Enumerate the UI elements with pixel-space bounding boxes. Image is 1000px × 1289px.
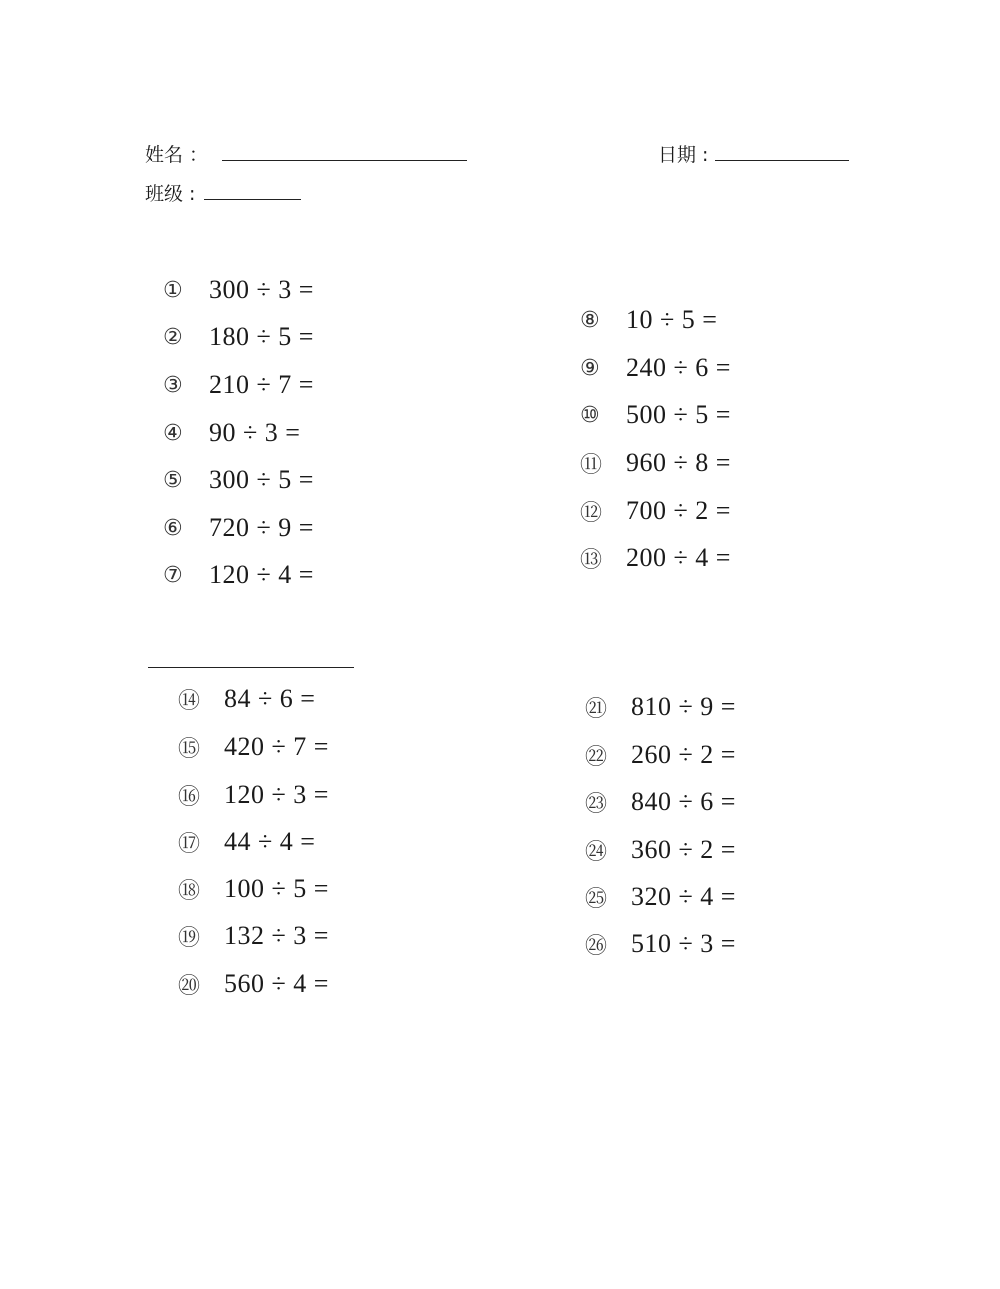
problem-item [178, 869, 329, 909]
section-divider [148, 667, 354, 668]
date-field-line[interactable] [715, 160, 849, 161]
problem-number: ㉑ [585, 696, 608, 722]
date-label: 日期 : [658, 144, 709, 166]
problem-number: ⑯ [178, 784, 201, 810]
problem-item [585, 687, 736, 727]
problem-number: ④ [163, 420, 183, 446]
problem-expression: 720 ÷ 9 = [209, 513, 314, 542]
problem-item [163, 555, 314, 595]
problem-item [580, 491, 731, 531]
problem-item [585, 782, 736, 822]
problem-item [163, 508, 314, 548]
name-label: 姓名 ： [145, 144, 209, 166]
problem-expression: 320 ÷ 4 = [631, 882, 736, 911]
problem-item [178, 727, 329, 767]
problem-expression: 840 ÷ 6 = [631, 787, 736, 816]
problem-number: ㉖ [585, 933, 608, 959]
problem-item [163, 270, 314, 310]
problem-expression: 700 ÷ 2 = [626, 496, 731, 525]
problem-expression: 510 ÷ 3 = [631, 929, 736, 958]
problem-number: ⑥ [163, 515, 183, 541]
problem-number: ⑰ [178, 831, 201, 857]
problem-item [585, 735, 736, 775]
problem-expression: 210 ÷ 7 = [209, 370, 314, 399]
problem-number: ㉕ [585, 886, 608, 912]
problem-number: ⑬ [580, 547, 603, 573]
problem-item [178, 964, 329, 1004]
problem-item [580, 300, 717, 340]
problem-item [585, 830, 736, 870]
problem-number: ⑲ [178, 925, 201, 951]
problem-item [178, 775, 329, 815]
problem-number: ⑨ [580, 355, 600, 381]
class-label: 班级 : [145, 183, 196, 205]
problem-expression: 180 ÷ 5 = [209, 322, 314, 351]
problem-number: ㉒ [585, 744, 608, 770]
name-field-line[interactable] [222, 160, 467, 161]
problem-number: ③ [163, 372, 183, 398]
problem-number: ⑳ [178, 973, 201, 999]
problem-item [580, 443, 731, 483]
problem-expression: 300 ÷ 5 = [209, 465, 314, 494]
problem-expression: 100 ÷ 5 = [224, 874, 329, 903]
problem-expression: 200 ÷ 4 = [626, 543, 731, 572]
problem-number: ① [163, 277, 183, 303]
problem-number: ⑩ [580, 402, 600, 428]
problem-item [580, 538, 731, 578]
problem-expression: 260 ÷ 2 = [631, 740, 736, 769]
problem-number: ⑮ [178, 736, 201, 762]
problem-item [178, 679, 315, 719]
problem-number: ⑭ [178, 688, 201, 714]
problem-expression: 360 ÷ 2 = [631, 835, 736, 864]
problem-item [163, 413, 300, 453]
problem-expression: 810 ÷ 9 = [631, 692, 736, 721]
problem-item [178, 822, 315, 862]
problem-expression: 300 ÷ 3 = [209, 275, 314, 304]
problem-item [163, 460, 314, 500]
problem-item [163, 317, 314, 357]
problem-item [163, 365, 314, 405]
problem-number: ⑤ [163, 467, 183, 493]
problem-expression: 500 ÷ 5 = [626, 400, 731, 429]
problem-expression: 120 ÷ 3 = [224, 780, 329, 809]
problem-item [178, 916, 329, 956]
problem-item [585, 877, 736, 917]
problem-number: ⑦ [163, 562, 183, 588]
problem-expression: 420 ÷ 7 = [224, 732, 329, 761]
problem-number: ⑫ [580, 500, 603, 526]
problem-number: ㉔ [585, 839, 608, 865]
class-field-line[interactable] [204, 199, 301, 200]
problem-number: ⑱ [178, 878, 201, 904]
problem-expression: 90 ÷ 3 = [209, 418, 301, 447]
problem-expression: 120 ÷ 4 = [209, 560, 314, 589]
problem-expression: 560 ÷ 4 = [224, 969, 329, 998]
problem-number: ⑪ [580, 452, 603, 478]
problem-item [580, 395, 731, 435]
problem-number: ㉓ [585, 791, 608, 817]
problem-item [585, 924, 736, 964]
problem-expression: 84 ÷ 6 = [224, 684, 316, 713]
problem-expression: 240 ÷ 6 = [626, 353, 731, 382]
problem-expression: 10 ÷ 5 = [626, 305, 718, 334]
problem-item [580, 348, 731, 388]
problem-expression: 44 ÷ 4 = [224, 827, 316, 856]
problem-number: ② [163, 324, 183, 350]
problem-expression: 132 ÷ 3 = [224, 921, 329, 950]
problem-number: ⑧ [580, 307, 600, 333]
problem-expression: 960 ÷ 8 = [626, 448, 731, 477]
